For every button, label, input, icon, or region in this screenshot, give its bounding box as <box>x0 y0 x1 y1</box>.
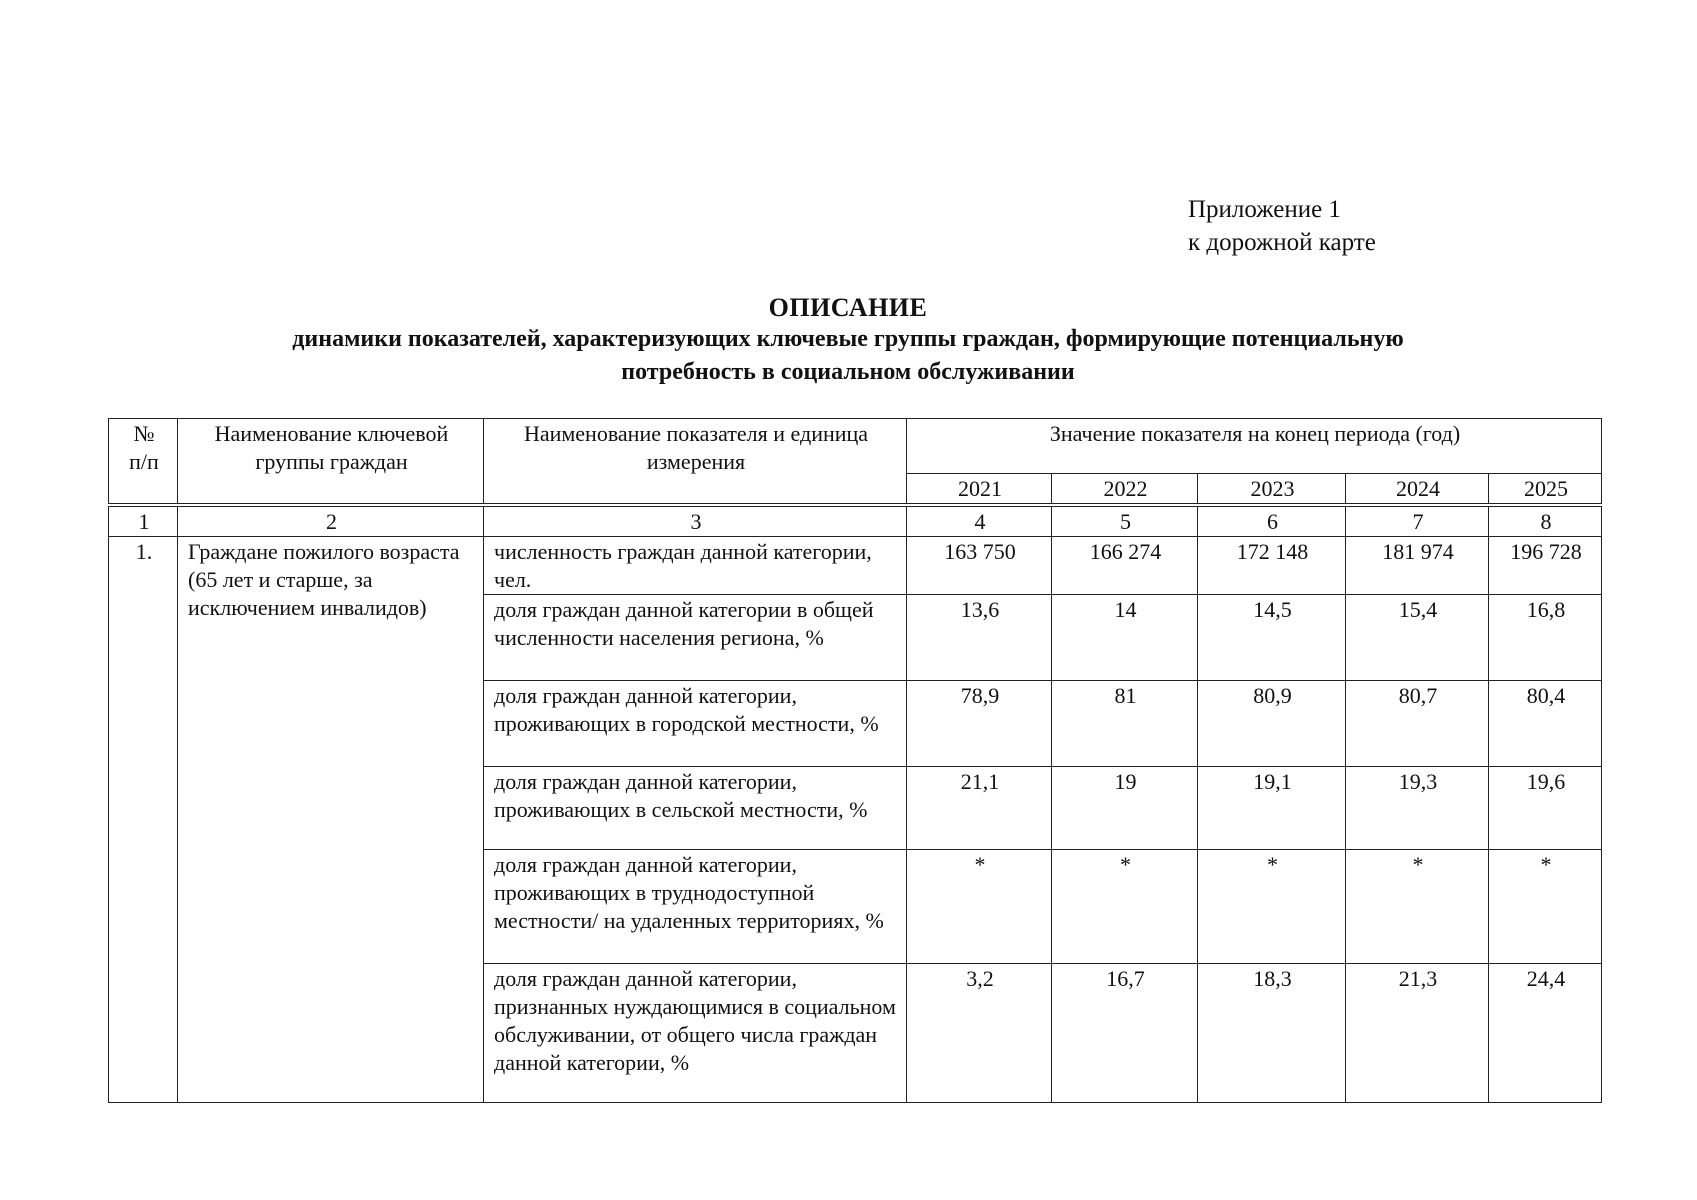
indicator-name: доля граждан данной категории, признанных нуждающимися в социальном обслуживании, от общего числа граждан данной категории, % <box>484 964 907 1103</box>
column-number: 1 <box>109 505 178 537</box>
annex-label: Приложение 1 <box>1188 196 1341 223</box>
table-header-row <box>109 419 1602 474</box>
column-number: 5 <box>1052 505 1198 537</box>
group-name: Граждане пожилого возраста (65 лет и старше, за исключением инвалидов) <box>178 537 484 1103</box>
value-cell: 21,3 <box>1346 964 1489 1103</box>
annex-reference <box>1188 193 1376 259</box>
value-cell: 81 <box>1052 681 1198 767</box>
value-cell: * <box>1346 850 1489 964</box>
value-cell: 163 750 <box>907 537 1052 595</box>
header-year: 2021 <box>907 474 1052 506</box>
header-year: 2022 <box>1052 474 1198 506</box>
header-year: 2024 <box>1346 474 1489 506</box>
column-number: 8 <box>1489 505 1602 537</box>
indicator-name: численность граждан данной категории, чел. <box>484 537 907 595</box>
header-indicator-name: Наименование показателя и единица измерения <box>484 419 907 506</box>
header-year: 2023 <box>1198 474 1346 506</box>
value-cell: 19,1 <box>1198 767 1346 850</box>
value-cell: 24,4 <box>1489 964 1602 1103</box>
value-cell: * <box>1489 850 1602 964</box>
value-cell: 16,8 <box>1489 595 1602 681</box>
annex-target: к дорожной карте <box>1188 229 1376 256</box>
title-subtitle-line-1: динамики показателей, характеризующих ключевые группы граждан, формирующие потенциальную <box>292 326 1404 352</box>
column-number: 3 <box>484 505 907 537</box>
value-cell: 80,9 <box>1198 681 1346 767</box>
value-cell: * <box>907 850 1052 964</box>
value-cell: 78,9 <box>907 681 1052 767</box>
value-cell: 80,4 <box>1489 681 1602 767</box>
indicator-name: доля граждан данной категории, проживающих в труднодоступной местности/ на удаленных территориях, % <box>484 850 907 964</box>
title-subtitle-line-2: потребность в социальном обслуживании <box>621 359 1075 385</box>
header-number <box>109 419 178 506</box>
value-cell: 14,5 <box>1198 595 1346 681</box>
value-cell: 3,2 <box>907 964 1052 1103</box>
indicators-table <box>108 418 1602 1103</box>
header-number-abbr: п/п <box>129 449 159 474</box>
value-cell: 21,1 <box>907 767 1052 850</box>
value-cell: * <box>1198 850 1346 964</box>
value-cell: 18,3 <box>1198 964 1346 1103</box>
value-cell: 15,4 <box>1346 595 1489 681</box>
header-year: 2025 <box>1489 474 1602 506</box>
indicator-name: доля граждан данной категории, проживающих в городской местности, % <box>484 681 907 767</box>
header-number-symbol: № <box>133 421 155 446</box>
indicator-name: доля граждан данной категории в общей численности населения региона, % <box>484 595 907 681</box>
indicator-name: доля граждан данной категории, проживающих в сельской местности, % <box>484 767 907 850</box>
document-title <box>110 293 1586 389</box>
header-indicator-value: Значение показателя на конец периода (год) <box>907 419 1602 474</box>
value-cell: 80,7 <box>1346 681 1489 767</box>
header-group-name: Наименование ключевой группы граждан <box>178 419 484 506</box>
value-cell: 196 728 <box>1489 537 1602 595</box>
title-main: ОПИСАНИЕ <box>768 293 928 322</box>
value-cell: 166 274 <box>1052 537 1198 595</box>
table-row <box>109 537 1602 595</box>
value-cell: 19,6 <box>1489 767 1602 850</box>
column-number: 6 <box>1198 505 1346 537</box>
column-number: 2 <box>178 505 484 537</box>
value-cell: 19,3 <box>1346 767 1489 850</box>
value-cell: 16,7 <box>1052 964 1198 1103</box>
value-cell: 181 974 <box>1346 537 1489 595</box>
value-cell: 14 <box>1052 595 1198 681</box>
value-cell: * <box>1052 850 1198 964</box>
group-number: 1. <box>109 537 178 1103</box>
value-cell: 19 <box>1052 767 1198 850</box>
value-cell: 13,6 <box>907 595 1052 681</box>
column-number-row <box>109 505 1602 537</box>
column-number: 7 <box>1346 505 1489 537</box>
value-cell: 172 148 <box>1198 537 1346 595</box>
column-number: 4 <box>907 505 1052 537</box>
